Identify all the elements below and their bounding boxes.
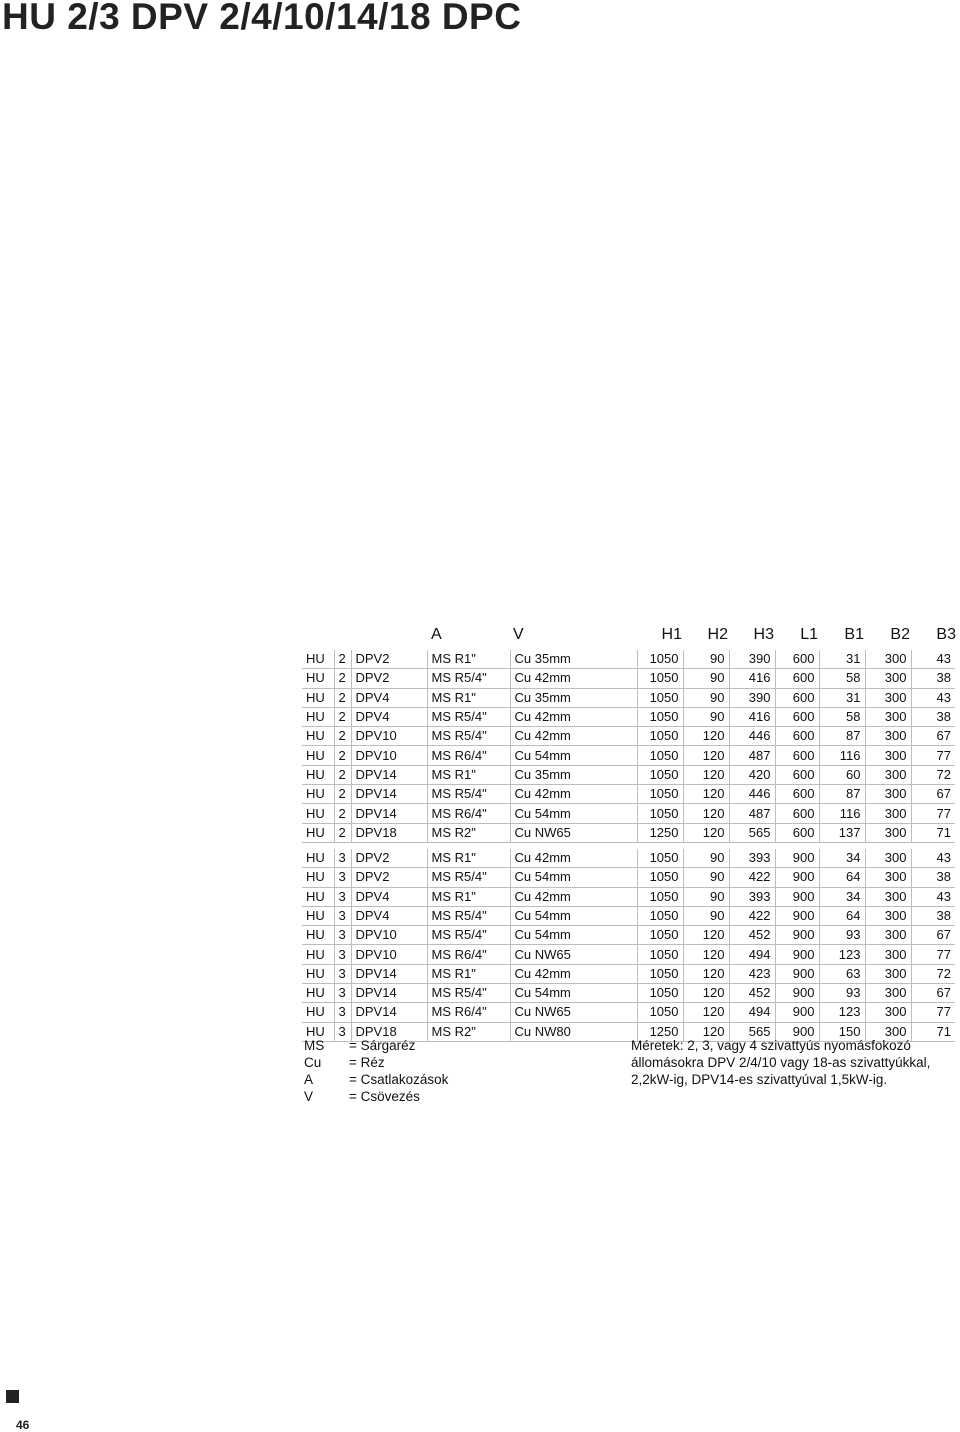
table-cell: 58 bbox=[819, 707, 865, 726]
table-cell: 1050 bbox=[637, 804, 683, 823]
table-cell: 300 bbox=[865, 868, 911, 887]
dimension-table bbox=[302, 650, 955, 1042]
table-cell: 72 bbox=[911, 964, 955, 983]
table-cell: 900 bbox=[775, 1022, 819, 1041]
table-cell: 300 bbox=[865, 887, 911, 906]
table-cell: 300 bbox=[865, 727, 911, 746]
table-cell: Cu 35mm bbox=[510, 650, 637, 669]
table-cell: Cu 42mm bbox=[510, 727, 637, 746]
table-cell: 300 bbox=[865, 707, 911, 726]
table-cell: HU bbox=[302, 1003, 334, 1022]
table-cell: Cu 54mm bbox=[510, 746, 637, 765]
table-cell: 38 bbox=[911, 707, 955, 726]
table-cell: 90 bbox=[683, 906, 729, 925]
table-cell: HU bbox=[302, 669, 334, 688]
table-cell: Cu 54mm bbox=[510, 804, 637, 823]
page-marker-square bbox=[6, 1390, 19, 1403]
table-cell: Cu 54mm bbox=[510, 906, 637, 925]
table-cell: DPV4 bbox=[351, 887, 427, 906]
table-row bbox=[302, 669, 955, 688]
table-cell: 423 bbox=[729, 964, 775, 983]
table-row bbox=[302, 727, 955, 746]
table-cell: 2 bbox=[334, 765, 351, 784]
header-a: A bbox=[431, 626, 442, 643]
table-cell: 90 bbox=[683, 887, 729, 906]
table-cell: 300 bbox=[865, 765, 911, 784]
table-row bbox=[302, 887, 955, 906]
table-cell: 3 bbox=[334, 887, 351, 906]
table-cell: 90 bbox=[683, 849, 729, 868]
table-row bbox=[302, 650, 955, 669]
table-cell: 3 bbox=[334, 1003, 351, 1022]
table-cell: 1250 bbox=[637, 823, 683, 842]
table-cell: 300 bbox=[865, 926, 911, 945]
table-cell: MS R5/4" bbox=[427, 785, 510, 804]
table-cell: 116 bbox=[819, 804, 865, 823]
table-cell: Cu 35mm bbox=[510, 765, 637, 784]
table-cell: 120 bbox=[683, 945, 729, 964]
table-cell: HU bbox=[302, 785, 334, 804]
table-cell: Cu 54mm bbox=[510, 868, 637, 887]
note-line: 2,2kW-ig, DPV14-es szivattyúval 1,5kW-ig. bbox=[631, 1072, 888, 1087]
table-cell: HU bbox=[302, 984, 334, 1003]
table-cell: 31 bbox=[819, 650, 865, 669]
table-cell: 64 bbox=[819, 906, 865, 925]
table-cell: 77 bbox=[911, 1003, 955, 1022]
table-cell: HU bbox=[302, 707, 334, 726]
table-cell: 123 bbox=[819, 1003, 865, 1022]
table-cell: 58 bbox=[819, 669, 865, 688]
table-cell: 900 bbox=[775, 964, 819, 983]
table-cell: 93 bbox=[819, 984, 865, 1003]
table-cell: 300 bbox=[865, 1022, 911, 1041]
legend-key: MS bbox=[304, 1038, 325, 1053]
table-cell: HU bbox=[302, 945, 334, 964]
table-cell: 900 bbox=[775, 926, 819, 945]
table-cell: 3 bbox=[334, 926, 351, 945]
table-cell: 120 bbox=[683, 1003, 729, 1022]
table-cell: 120 bbox=[683, 765, 729, 784]
table-cell: HU bbox=[302, 926, 334, 945]
table-cell: MS R5/4" bbox=[427, 926, 510, 945]
header-l1: L1 bbox=[800, 626, 818, 643]
note-line: állomásokra DPV 2/4/10 vagy 18-as szivattyúkkal, bbox=[631, 1055, 931, 1070]
table-cell: 3 bbox=[334, 849, 351, 868]
table-cell: 120 bbox=[683, 785, 729, 804]
table-cell: MS R1" bbox=[427, 650, 510, 669]
table-cell: 1050 bbox=[637, 688, 683, 707]
table-cell: 300 bbox=[865, 746, 911, 765]
table-cell: 2 bbox=[334, 727, 351, 746]
table-cell: HU bbox=[302, 868, 334, 887]
table-cell: 390 bbox=[729, 650, 775, 669]
table-cell: DPV14 bbox=[351, 804, 427, 823]
table-cell: 446 bbox=[729, 727, 775, 746]
table-cell: MS R5/4" bbox=[427, 868, 510, 887]
table-cell: 87 bbox=[819, 727, 865, 746]
legend-value: = Csövezés bbox=[349, 1089, 420, 1104]
table-cell: 900 bbox=[775, 849, 819, 868]
header-b2: B2 bbox=[890, 626, 910, 643]
table-cell: HU bbox=[302, 804, 334, 823]
table-cell: 300 bbox=[865, 906, 911, 925]
table-cell: 416 bbox=[729, 707, 775, 726]
table-cell: MS R1" bbox=[427, 849, 510, 868]
table-cell: 120 bbox=[683, 1022, 729, 1041]
table-cell: HU bbox=[302, 727, 334, 746]
table-cell: Cu NW65 bbox=[510, 945, 637, 964]
table-cell: 300 bbox=[865, 984, 911, 1003]
table-cell: HU bbox=[302, 823, 334, 842]
table-cell: Cu 42mm bbox=[510, 887, 637, 906]
table-cell: 43 bbox=[911, 688, 955, 707]
legend-value: = Csatlakozások bbox=[349, 1072, 449, 1087]
table-cell: 422 bbox=[729, 868, 775, 887]
table-cell: 3 bbox=[334, 984, 351, 1003]
table-cell: 77 bbox=[911, 746, 955, 765]
table-cell: MS R5/4" bbox=[427, 727, 510, 746]
table-cell: 34 bbox=[819, 887, 865, 906]
legend-key: A bbox=[304, 1072, 314, 1087]
table-cell: MS R1" bbox=[427, 887, 510, 906]
table-cell: Cu NW65 bbox=[510, 1003, 637, 1022]
legend-value: = Réz bbox=[349, 1055, 385, 1070]
table-cell: 446 bbox=[729, 785, 775, 804]
table-cell: 452 bbox=[729, 926, 775, 945]
table-row bbox=[302, 804, 955, 823]
table-cell: MS R6/4" bbox=[427, 945, 510, 964]
table-row bbox=[302, 926, 955, 945]
table-cell: 300 bbox=[865, 804, 911, 823]
table-cell: 60 bbox=[819, 765, 865, 784]
table-cell: 420 bbox=[729, 765, 775, 784]
table-cell: MS R6/4" bbox=[427, 746, 510, 765]
table-cell: HU bbox=[302, 849, 334, 868]
table-cell: Cu 54mm bbox=[510, 984, 637, 1003]
table-row bbox=[302, 906, 955, 925]
table-cell: 93 bbox=[819, 926, 865, 945]
table-cell: 900 bbox=[775, 868, 819, 887]
table-cell: DPV4 bbox=[351, 707, 427, 726]
table-cell: 1250 bbox=[637, 1022, 683, 1041]
table-cell: Cu 42mm bbox=[510, 669, 637, 688]
table-cell: 600 bbox=[775, 746, 819, 765]
table-cell: HU bbox=[302, 765, 334, 784]
table-cell: 494 bbox=[729, 1003, 775, 1022]
dimension-note bbox=[631, 1037, 956, 1088]
table-cell: 116 bbox=[819, 746, 865, 765]
table-cell: 2 bbox=[334, 746, 351, 765]
table-row bbox=[302, 785, 955, 804]
table-cell: 300 bbox=[865, 849, 911, 868]
table-cell: 452 bbox=[729, 984, 775, 1003]
table-cell: Cu 42mm bbox=[510, 849, 637, 868]
table-cell: 565 bbox=[729, 1022, 775, 1041]
table-cell: Cu 42mm bbox=[510, 785, 637, 804]
table-cell: 300 bbox=[865, 823, 911, 842]
table-cell: 67 bbox=[911, 785, 955, 804]
table-cell: 67 bbox=[911, 926, 955, 945]
table-cell: DPV14 bbox=[351, 964, 427, 983]
table-cell: 38 bbox=[911, 669, 955, 688]
table-cell: DPV14 bbox=[351, 785, 427, 804]
table-cell: 1050 bbox=[637, 964, 683, 983]
table-cell: MS R2" bbox=[427, 1022, 510, 1041]
table-cell: 63 bbox=[819, 964, 865, 983]
table-cell: 393 bbox=[729, 887, 775, 906]
table-cell: 87 bbox=[819, 785, 865, 804]
table-cell: 1050 bbox=[637, 707, 683, 726]
table-cell: DPV10 bbox=[351, 926, 427, 945]
table-cell: Cu 42mm bbox=[510, 707, 637, 726]
table-cell: 900 bbox=[775, 1003, 819, 1022]
table-cell: MS R5/4" bbox=[427, 707, 510, 726]
table-cell: 120 bbox=[683, 746, 729, 765]
legend-value: = Sárgaréz bbox=[349, 1038, 416, 1053]
table-cell: 120 bbox=[683, 804, 729, 823]
table-cell: MS R1" bbox=[427, 688, 510, 707]
table-cell: 120 bbox=[683, 926, 729, 945]
table-cell: MS R2" bbox=[427, 823, 510, 842]
table-cell: Cu NW80 bbox=[510, 1022, 637, 1041]
table-cell: Cu 54mm bbox=[510, 926, 637, 945]
table-cell: 487 bbox=[729, 804, 775, 823]
table-cell: HU bbox=[302, 688, 334, 707]
table-cell: 43 bbox=[911, 887, 955, 906]
table-cell: HU bbox=[302, 1022, 334, 1041]
page-number: 46 bbox=[16, 1418, 30, 1432]
table-cell: 150 bbox=[819, 1022, 865, 1041]
table-cell: DPV2 bbox=[351, 849, 427, 868]
table-cell: MS R6/4" bbox=[427, 1003, 510, 1022]
table-cell: 2 bbox=[334, 669, 351, 688]
table-cell: 1050 bbox=[637, 926, 683, 945]
table-cell: 2 bbox=[334, 785, 351, 804]
legend bbox=[304, 1037, 448, 1105]
table-cell: 600 bbox=[775, 765, 819, 784]
table-cell: 2 bbox=[334, 650, 351, 669]
table-row bbox=[302, 746, 955, 765]
table-row bbox=[302, 707, 955, 726]
table-cell: 3 bbox=[334, 906, 351, 925]
legend-key: Cu bbox=[304, 1055, 322, 1070]
table-cell: MS R5/4" bbox=[427, 984, 510, 1003]
table-cell: MS R5/4" bbox=[427, 669, 510, 688]
table-cell: 600 bbox=[775, 785, 819, 804]
table-cell: 300 bbox=[865, 945, 911, 964]
table-row bbox=[302, 868, 955, 887]
table-cell: DPV14 bbox=[351, 984, 427, 1003]
table-cell: 300 bbox=[865, 650, 911, 669]
table-cell: 38 bbox=[911, 868, 955, 887]
table-row bbox=[302, 984, 955, 1003]
table-cell: HU bbox=[302, 650, 334, 669]
table-cell: DPV18 bbox=[351, 823, 427, 842]
table-cell: 120 bbox=[683, 727, 729, 746]
legend-item bbox=[304, 1071, 448, 1088]
table-cell: HU bbox=[302, 746, 334, 765]
table-cell: DPV14 bbox=[351, 1003, 427, 1022]
table-row bbox=[302, 849, 955, 868]
table-cell: 565 bbox=[729, 823, 775, 842]
table-cell: 90 bbox=[683, 868, 729, 887]
table-cell: 120 bbox=[683, 964, 729, 983]
table-cell: 2 bbox=[334, 823, 351, 842]
table-cell: DPV2 bbox=[351, 868, 427, 887]
table-cell: 31 bbox=[819, 688, 865, 707]
table-cell: 300 bbox=[865, 785, 911, 804]
table-cell: 600 bbox=[775, 823, 819, 842]
table-cell: 77 bbox=[911, 945, 955, 964]
table-cell: 71 bbox=[911, 1022, 955, 1041]
table-cell: 900 bbox=[775, 945, 819, 964]
table-cell: 600 bbox=[775, 669, 819, 688]
table-cell: 494 bbox=[729, 945, 775, 964]
table-cell: 300 bbox=[865, 688, 911, 707]
header-h3: H3 bbox=[753, 626, 774, 643]
table-cell: 1050 bbox=[637, 906, 683, 925]
table-cell: 90 bbox=[683, 688, 729, 707]
table-cell: 1050 bbox=[637, 669, 683, 688]
table-cell: 1050 bbox=[637, 1003, 683, 1022]
table-row bbox=[302, 823, 955, 842]
table-cell: DPV2 bbox=[351, 650, 427, 669]
table-cell: 600 bbox=[775, 804, 819, 823]
table-cell: 300 bbox=[865, 669, 911, 688]
table-cell: Cu 42mm bbox=[510, 964, 637, 983]
table-cell: MS R1" bbox=[427, 765, 510, 784]
table-row bbox=[302, 1003, 955, 1022]
note-line: Méretek: 2, 3, vagy 4 szivattyús nyomásfokozó bbox=[631, 1038, 911, 1053]
table-cell: 600 bbox=[775, 688, 819, 707]
legend-item bbox=[304, 1037, 448, 1054]
table-cell: 422 bbox=[729, 906, 775, 925]
table-cell: DPV2 bbox=[351, 669, 427, 688]
table-cell: 1050 bbox=[637, 984, 683, 1003]
table-cell: 43 bbox=[911, 650, 955, 669]
table-cell: 2 bbox=[334, 688, 351, 707]
table-cell: 3 bbox=[334, 868, 351, 887]
table-cell: 1050 bbox=[637, 785, 683, 804]
legend-item bbox=[304, 1054, 448, 1071]
table-cell: HU bbox=[302, 887, 334, 906]
table-cell: Cu 35mm bbox=[510, 688, 637, 707]
table-cell: 77 bbox=[911, 804, 955, 823]
table-cell: 67 bbox=[911, 984, 955, 1003]
table-cell: 90 bbox=[683, 650, 729, 669]
table-cell: 1050 bbox=[637, 727, 683, 746]
table-cell: 71 bbox=[911, 823, 955, 842]
table-cell: 300 bbox=[865, 1003, 911, 1022]
table-cell: 600 bbox=[775, 650, 819, 669]
table-row bbox=[302, 945, 955, 964]
table-cell: DPV10 bbox=[351, 945, 427, 964]
table-cell: DPV10 bbox=[351, 746, 427, 765]
table-cell: 120 bbox=[683, 823, 729, 842]
table-cell: 137 bbox=[819, 823, 865, 842]
header-v: V bbox=[513, 626, 524, 643]
table-cell: 600 bbox=[775, 727, 819, 746]
table-cell: 1050 bbox=[637, 887, 683, 906]
header-b3: B3 bbox=[936, 626, 956, 643]
table-cell: 487 bbox=[729, 746, 775, 765]
header-h1: H1 bbox=[661, 626, 682, 643]
table-cell: 34 bbox=[819, 849, 865, 868]
page-title: HU 2/3 DPV 2/4/10/14/18 DPC bbox=[2, 0, 522, 37]
table-cell: DPV10 bbox=[351, 727, 427, 746]
table-cell: DPV18 bbox=[351, 1022, 427, 1041]
table-cell: DPV4 bbox=[351, 906, 427, 925]
table-cell: HU bbox=[302, 964, 334, 983]
table-cell: 120 bbox=[683, 984, 729, 1003]
table-cell: 900 bbox=[775, 887, 819, 906]
table-cell: 72 bbox=[911, 765, 955, 784]
table-cell: 900 bbox=[775, 906, 819, 925]
table-cell: 1050 bbox=[637, 849, 683, 868]
table-cell: 43 bbox=[911, 849, 955, 868]
legend-key: V bbox=[304, 1089, 314, 1104]
table-cell: 390 bbox=[729, 688, 775, 707]
table-cell: MS R1" bbox=[427, 964, 510, 983]
table-cell: 64 bbox=[819, 868, 865, 887]
table-cell: DPV4 bbox=[351, 688, 427, 707]
legend-item bbox=[304, 1088, 448, 1105]
table-cell: Cu NW65 bbox=[510, 823, 637, 842]
table-row bbox=[302, 688, 955, 707]
table-cell: 3 bbox=[334, 945, 351, 964]
table-cell: 90 bbox=[683, 669, 729, 688]
table-cell: 123 bbox=[819, 945, 865, 964]
table-cell: 900 bbox=[775, 984, 819, 1003]
table-cell: 300 bbox=[865, 964, 911, 983]
table-cell: MS R6/4" bbox=[427, 804, 510, 823]
table-cell: 90 bbox=[683, 707, 729, 726]
header-b1: B1 bbox=[844, 626, 864, 643]
table-cell: MS R5/4" bbox=[427, 906, 510, 925]
table-row bbox=[302, 964, 955, 983]
table-row bbox=[302, 765, 955, 784]
table-cell: HU bbox=[302, 906, 334, 925]
table-cell: 3 bbox=[334, 1022, 351, 1041]
table-cell: 1050 bbox=[637, 650, 683, 669]
table-cell: 38 bbox=[911, 906, 955, 925]
table-cell: 1050 bbox=[637, 945, 683, 964]
table-cell: 3 bbox=[334, 964, 351, 983]
table-cell: 67 bbox=[911, 727, 955, 746]
table-cell: 1050 bbox=[637, 746, 683, 765]
table-cell: 1050 bbox=[637, 868, 683, 887]
table-cell: 600 bbox=[775, 707, 819, 726]
table-cell: 393 bbox=[729, 849, 775, 868]
table-cell: 2 bbox=[334, 707, 351, 726]
header-h2: H2 bbox=[707, 626, 728, 643]
table-cell: 2 bbox=[334, 804, 351, 823]
table-cell: 1050 bbox=[637, 765, 683, 784]
table-cell: 416 bbox=[729, 669, 775, 688]
table-cell: DPV14 bbox=[351, 765, 427, 784]
